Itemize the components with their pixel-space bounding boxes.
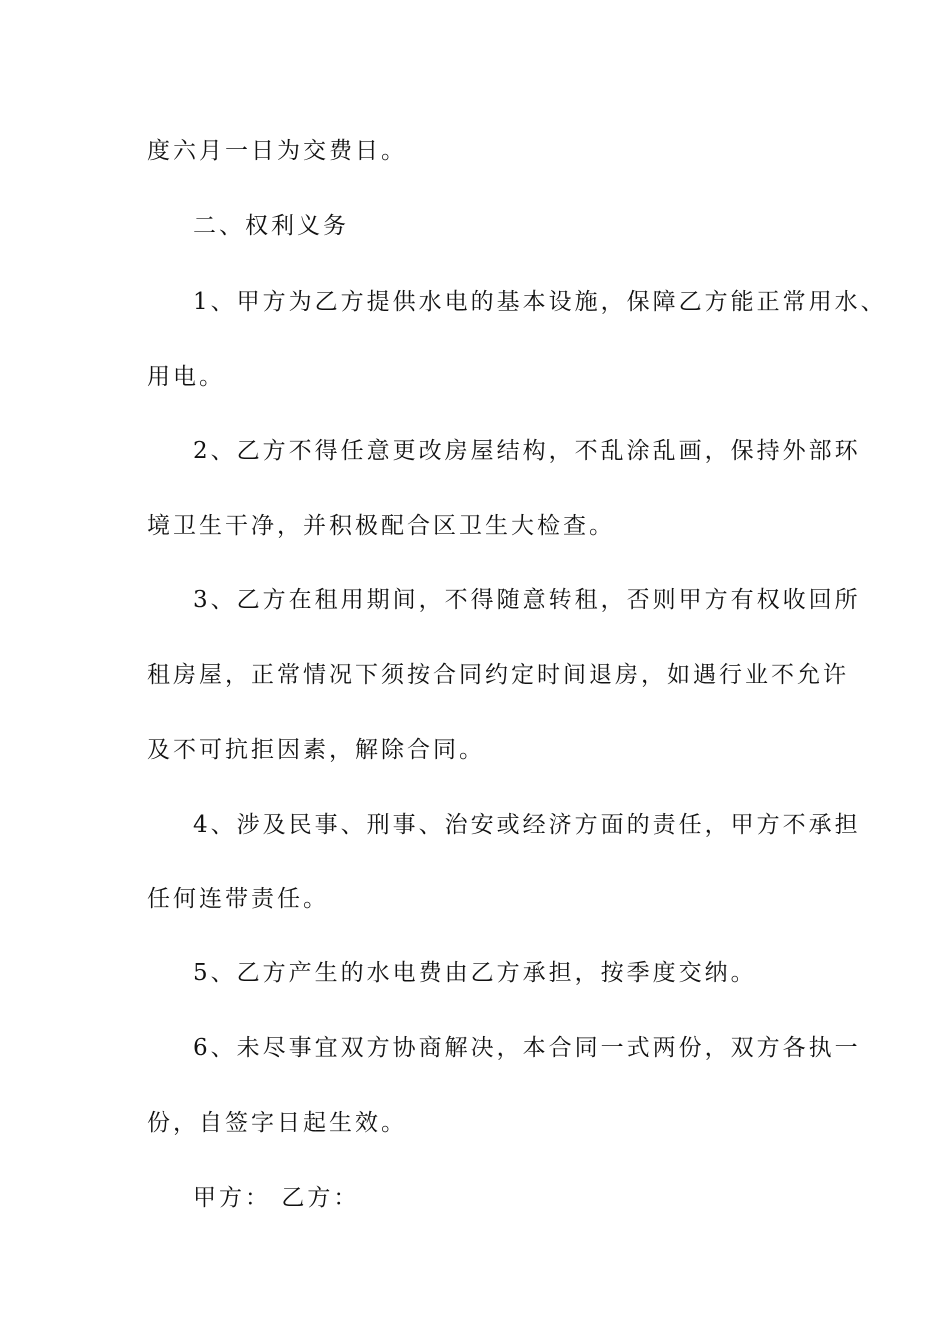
clause-3-line: 3、乙方在租用期间，不得随意转租，否则甲方有权收回所 [193,587,861,613]
section-heading-rights-obligations: 二、权利义务 [193,213,349,239]
clause-4-line: 4、涉及民事、刑事、治安或经济方面的责任，甲方不承担 [193,812,861,838]
clause-6-line: 份，自签字日起生效。 [147,1110,407,1136]
clause-2-line: 2、乙方不得任意更改房屋结构，不乱涂乱画，保持外部环 [193,438,861,464]
clause-6-line: 6、未尽事宜双方协商解决，本合同一式两份，双方各执一 [193,1035,861,1061]
clause-5-line: 5、乙方产生的水电费由乙方承担，按季度交纳。 [193,960,757,986]
clause-3-line: 及不可抗拒因素，解除合同。 [147,737,485,763]
clause-1-line: 用电。 [147,364,225,390]
clause-4-line: 任何连带责任。 [147,886,329,912]
party-b-label: 乙方： [281,1185,360,1211]
clause-3-line: 租房屋，正常情况下须按合同约定时间退房，如遇行业不允许 [147,662,849,688]
clause-2-line: 境卫生干净，并积极配合区卫生大检查。 [147,513,615,539]
signature-line [193,1183,359,1213]
party-a-label: 甲方： [193,1185,271,1211]
text-line: 度六月一日为交费日。 [147,138,407,164]
clause-1-line: 1、甲方为乙方提供水电的基本设施，保障乙方能正常用水、 [193,289,887,315]
